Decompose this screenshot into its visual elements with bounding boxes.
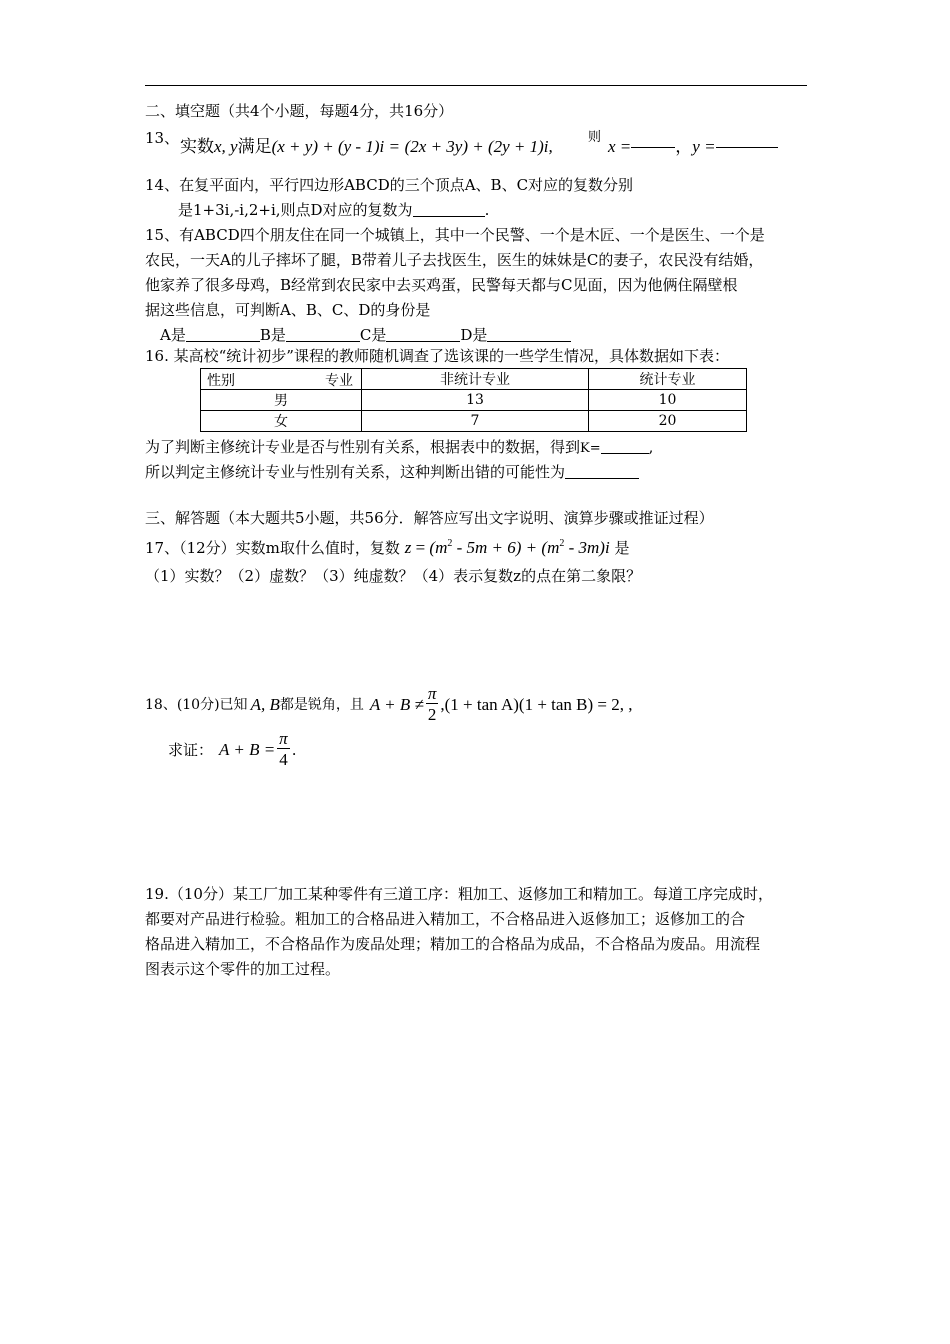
q13-number: 13、	[145, 129, 180, 147]
q19-line1: 19.（10分）某工厂加工某种零件有三道工序：粗加工、返修加工和精加工。每道工序完成时，	[145, 885, 773, 903]
q15-blank-d	[487, 327, 571, 342]
table-header-row	[201, 369, 747, 390]
q19-line2: 都要对产品进行检验。粗加工的合格品进入精加工，不合格品进入返修加工；返修加工的合	[145, 910, 746, 928]
q16-k-blank	[601, 439, 649, 454]
q15-blank-a	[186, 327, 260, 342]
q13-x-blank	[631, 147, 675, 148]
q15-line4: 据这些信息，可判断A、B、C、D的身份是	[145, 301, 431, 319]
q16-line3: 所以判定主修统计专业与性别有关系，这种判断出错的可能性为	[145, 462, 639, 482]
table-col-non-stat: 非统计专业	[362, 369, 589, 390]
q13-y-blank	[716, 147, 778, 148]
q19-line4: 图表示这个零件的加工过程。	[145, 960, 341, 978]
q15-blank-c	[386, 327, 460, 342]
table-row: 男 13 10	[201, 390, 747, 411]
q15-line3: 他家养了很多母鸡，B经常到农民家中去买鸡蛋，民警每天都与C见面，因为他俩住隔壁根	[145, 276, 738, 294]
section-2-heading: 二、填空题（共4个小题，每题4分，共16分）	[145, 102, 454, 120]
q16-line2: 为了判断主修统计专业是否与性别有关系，根据表中的数据，得到K= ,	[145, 438, 654, 456]
q16-line1: 16. 某高校“统计初步”课程的教师随机调查了选该课的一些学生情况，具体数据如下表：	[145, 347, 729, 365]
q18-fraction-pi-over-2: $\frac{\pi}{2}$	[427, 683, 437, 724]
q18-line1: 18、(10分)已知 A, B 都是锐角，且 A + B ≠ $\frac{\pi}{2}$ ,(1 + tan A)(1 + tan B) = 2, ,	[145, 683, 633, 724]
table-col-stat: 统计专业	[589, 369, 747, 390]
q14-blank	[413, 202, 485, 217]
table-corner-cell: 性别 专业	[201, 369, 362, 390]
q15-answers: A是 B是 C是 D是	[160, 325, 571, 345]
q15-blank-b	[286, 327, 360, 342]
q16-prob-blank	[565, 464, 639, 479]
q14-line1: 14、在复平面内，平行四边形ABCD的三个顶点A、B、C对应的复数分别	[145, 176, 634, 194]
q18-line2: 求证： A + B = $\frac{\pi}{4}$ .	[168, 728, 297, 769]
q13-x-answer: x = ，y =	[608, 136, 778, 158]
q16-data-table	[200, 368, 747, 432]
q13-equation: 实数x, y满足(x + y) + (y - 1)i = (2x + 3y) + (2y + 1)i,	[180, 137, 553, 157]
q15-line1: 15、有ABCD四个朋友住在同一个城镇上，其中一个民警、一个是木匠、一个是医生、一个是	[145, 226, 765, 244]
q15-line2: 农民，一天A的儿子摔坏了腿，B带着儿子去找医生，医生的妹妹是C的妻子，农民没有结婚，	[145, 251, 764, 269]
top-rule	[145, 85, 807, 86]
q13-then: 则	[588, 130, 602, 145]
q17-line2: （1）实数？（2）虚数？（3）纯虚数？（4）表示复数z的点在第二象限？	[145, 567, 642, 585]
table-row: 女 7 20	[201, 411, 747, 432]
q18-fraction-pi-over-4: $\frac{\pi}{4}$	[279, 728, 288, 769]
section-3-heading: 三、解答题（本大题共5小题，共56分．解答应写出文字说明、演算步骤或推证过程）	[145, 509, 714, 527]
q14-line2: 是1+3i,-i,2+i,则点D对应的复数为 .	[178, 201, 490, 219]
q19-line3: 格品进入精加工，不合格品作为废品处理；精加工的合格品为成品，不合格品为废品。用流程	[145, 935, 761, 953]
q17-line1: 17、（12分）实数m取什么值时，复数 $z = (m^2 - 5m + 6) + (m^2 - 3m)i$ 是	[145, 538, 630, 557]
